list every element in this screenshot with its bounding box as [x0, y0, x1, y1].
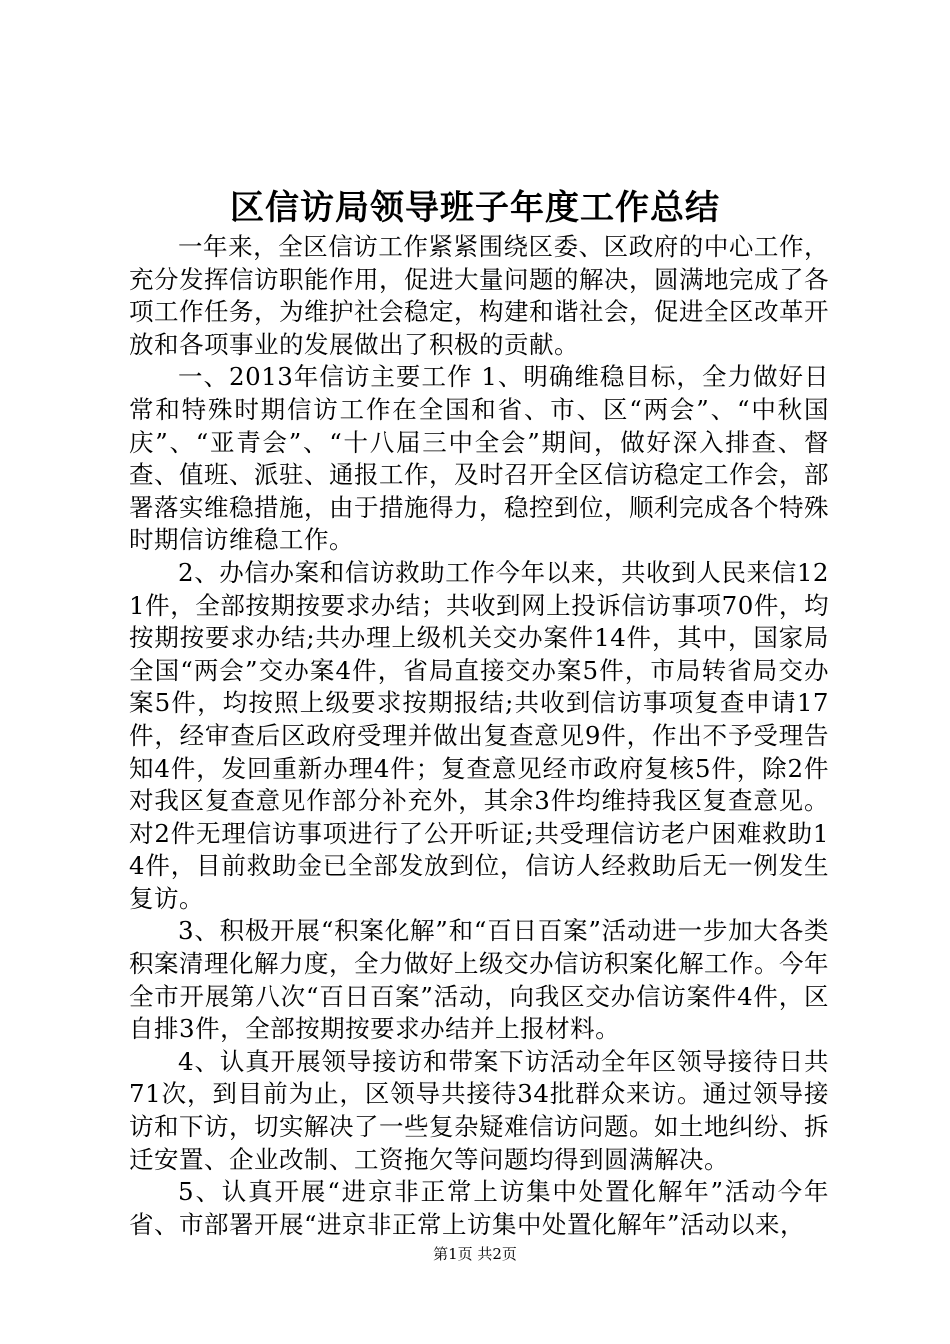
paragraph-item-4: 4、认真开展领导接访和带案下访活动全年区领导接待日共71次，到目前为止，区领导共接待34批群众来访。通过领导接访和下访，切实解决了一些复杂疑难信访问题。如土地纠纷、拆迁安置、企业改制、工资拖欠等问题均得到圆满解决。	[129, 1046, 829, 1174]
paragraph-item-3: 3、积极开展“积案化解”和“百日百案”活动进一步加大各类积案清理化解力度，全力做好上级交办信访积案化解工作。今年全市开展第八次“百日百案”活动，向我区交办信访案件4件，区自排3件，全部按期按要求办结并上报材料。	[129, 916, 829, 1044]
paragraph-item-1: 一、2013年信访主要工作 1、明确维稳目标，全力做好日常和特殊时期信访工作在全国和省、市、区“两会”、“中秋国庆”、“亚青会”、“十八届三中全会”期间，做好深入排查、督查、值班、派驻、通报工作，及时召开全区信访稳定工作会，部署落实维稳措施，由于措施得力，稳控到位，顺利完成各个特殊时期信访维稳工作。	[129, 362, 829, 555]
page-number-footer: 第1页 共2页	[433, 1245, 517, 1263]
paragraph-intro: 一年来，全区信访工作紧紧围绕区委、区政府的中心工作，充分发挥信访职能作用，促进大量问题的解决，圆满地完成了各项工作任务，为维护社会稳定，构建和谐社会，促进全区改革开放和各项事业的发展做出了积极的贡献。	[129, 232, 829, 359]
document-body	[129, 231, 829, 1241]
paragraph-item-5: 5、认真开展“进京非正常上访集中处置化解年”活动今年省、市部署开展“进京非正常上访集中处置化解年”活动以来，	[129, 1177, 829, 1239]
document-title: 区信访局领导班子年度工作总结	[230, 188, 720, 228]
paragraph-item-2: 2、办信办案和信访救助工作今年以来，共收到人民来信121件，全部按期按要求办结；共收到网上投诉信访事项70件，均按期按要求办结;共办理上级机关交办案件14件，其中，国家局全国“两会”交办案4件，省局直接交办案5件，市局转省局交办案5件，均按照上级要求按期报结;共收到信访事项复查申请17件，经审查后区政府受理并做出复查意见9件，作出不予受理告知4件，发回重新办理4件；复查意见经市政府复核5件，除2件对我区复查意见作部分补充外，其余3件均维持我区复查意见。对2件无理信访事项进行了公开听证;共受理信访老户困难救助14件，目前救助金已全部发放到位，信访人经救助后无一例发生复访。	[129, 557, 829, 913]
